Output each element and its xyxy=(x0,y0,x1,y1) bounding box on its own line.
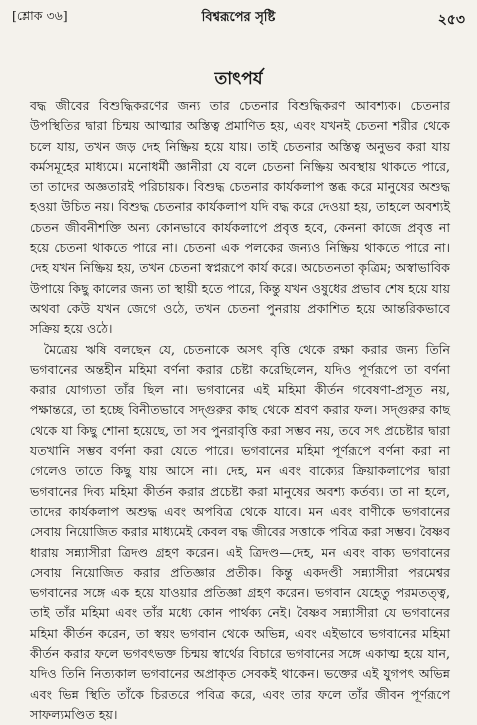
paragraph: মৈত্রেয় ঋষি বলছেন যে, চেতনাকে অসৎ বৃত্তি থেকে রক্ষা করার জন্য তিনি ভগবানের অন্তহীন মহিমা বর্ণনা করার চেষ্টা করেছিলেন, যদিও পূর্ণরূপে তা বর্ণনা করার যোগ্যতা তাঁর ছিল না। ভগবানের এই মহিমা কীর্তন গবেষণা-প্রসূত নয়, পক্ষান্তরে, তা হচ্ছে বিনীতভাবে সদ্‌গুরুর কাছ থেকে শ্রবণ করার ফল। সদ্‌গুরুর কাছ থেকে যা কিছু শোনা হয়েছে, তা সব পুনরাবৃত্তি করা সম্ভব নয়, তবে সৎ প্রচেষ্টার দ্বারা যতখানি সম্ভব বর্ণনা করা যেতে পারে। ভগবানের মহিমা পূর্ণরূপে বর্ণনা করা না গেলেও তাতে কিছু যায় আসে না। দেহ, মন এবং বাক্যের ক্রিয়াকলাপের দ্বারা ভগবানের দিব্য মহিমা কীর্তন করার প্রচেষ্টা করা মানুষের অবশ্য কর্তব্য। তা না হলে, তাদের কার্যকলাপ অশুদ্ধ এবং অপবিত্র থেকে যাবে। মন এবং বাণীকে ভগবানের সেবায় নিয়োজিত করার মাধ্যমেই কেবল বদ্ধ জীবের সত্তাকে পবিত্র করা সম্ভব। বৈষ্ণব ধারায় সন্ন্যাসীরা ত্রিদণ্ড গ্রহণ করেন। এই ত্রিদণ্ড—দেহ, মন এবং বাক্য ভগবানের সেবায় নিয়োজিত করার প্রতিজ্ঞার প্রতীক। কিন্তু একদণ্ডী সন্ন্যাসীরা পরমেশ্বর ভগবানের সঙ্গে এক হয়ে যাওয়ার প্রতিজ্ঞা গ্রহণ করেন। ভগবান যেহেতু পরমতত্ত্ব, তাই তাঁর মহিমা এবং তাঁর মধ্যে কোন পার্থক্য নেই। বৈষ্ণব সন্ন্যাসীরা যে ভগবানের মহিমা কীর্তন করেন, তা স্বয়ং ভগবান থেকে অভিন্ন, এবং এইভাবে ভগবানের মহিমা কীর্তন করার ফলে ভগবৎভক্ত চিন্ময় স্বার্থের বিচারে ভগবানের সঙ্গে একাত্ম হয়ে যান, যদিও তিনি নিত্যকাল ভগবানের অপ্রাকৃত সেবকই থাকেন। ভক্তের এই যুগপৎ অভিন্ন এবং ভিন্ন স্থিতি তাঁকে চিরতরে পবিত্র করে, এবং তার ফলে তাঁর জীবন পূর্ণরূপে সাফল্যমণ্ডিত হয়। xyxy=(30,341,450,722)
purport-body xyxy=(30,96,450,722)
running-header xyxy=(12,8,465,28)
paragraph: বদ্ধ জীবের বিশুদ্ধিকরণের জন্য তার চেতনার বিশুদ্ধিকরণ আবশ্যক। চেতনার উপস্থিতির দ্বারা চিন্ময় আত্মার অস্তিত্ব প্রমাণিত হয়, এবং যখনই চেতনা শরীর থেকে চলে যায়, তখন জড় দেহ নিষ্ক্রিয় হয়ে যায়। তাই চেতনার অস্তিত্ব অনুভব করা যায় কর্মসমূহের মাধ্যমে। মনোধর্মী জ্ঞানীরা যে বলে চেতনা নিষ্ক্রিয় অবস্থায় থাকতে পারে, তা তাদের অজ্ঞতারই পরিচায়ক। বিশুদ্ধ চেতনার কার্যকলাপ স্তব্ধ করে মানুষের অশুদ্ধ হওয়া উচিত নয়। বিশুদ্ধ চেতনার কার্যকলাপ যদি বদ্ধ করে দেওয়া হয়, তাহলে অবশ্যই চেতন জীবনীশক্তি অন্য কোনভাবে কার্যকলাপে প্রবৃত্ত হবে, কেননা কাজে প্রবৃত্ত না হয়ে চেতনা থাকতে পারে না। চেতনা এক পলকের জন্যও নিষ্ক্রিয় থাকতে পারে না। দেহ যখন নিষ্ক্রিয় হয়, তখন চেতনা স্বপ্নরূপে কার্য করে। অচেতনতা কৃত্রিম; অস্বাভাবিক উপায়ে কিছু কালের জন্য তা স্থায়ী হতে পারে, কিন্তু যখন ওষুধের প্রভাব শেষ হয়ে যায় অথবা কেউ যখন জেগে ওঠে, তখন চেতনা পুনরায় প্রকাশিত হয়ে আন্তরিকভাবে সক্রিয় হয়ে ওঠে। xyxy=(30,98,450,337)
page-number: ২৫৩ xyxy=(437,12,465,28)
chapter-title: বিশ্বরূপের সৃষ্টি xyxy=(201,10,276,25)
section-heading: তাৎপর্য xyxy=(214,69,263,89)
verse-reference: [শ্লোক ৩৬] xyxy=(12,8,68,23)
